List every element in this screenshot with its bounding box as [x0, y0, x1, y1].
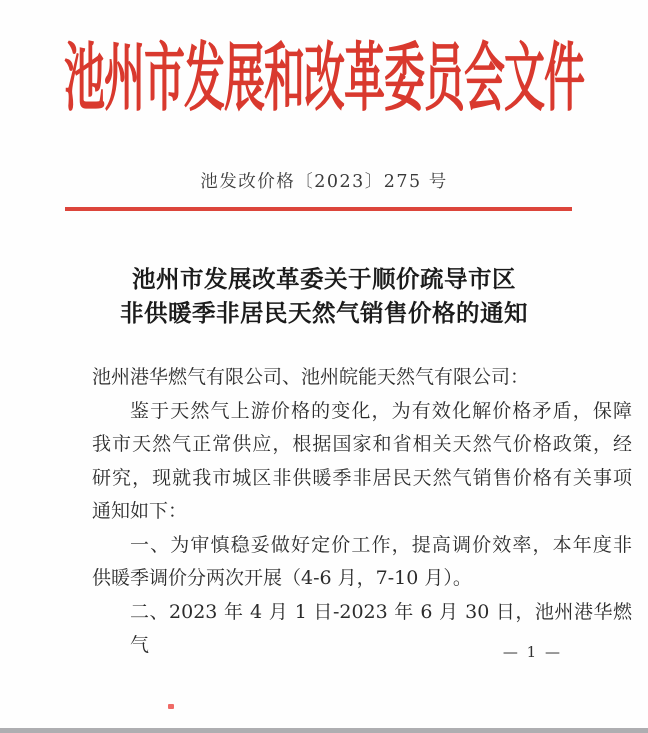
- body-text: [92, 361, 632, 663]
- notice-title-line-1: 池州市发展改革委关于顺价疏导市区: [132, 265, 516, 293]
- body-line: 研究，现就我市城区非供暖季非居民天然气销售价格有关事项: [92, 466, 632, 489]
- notice-title: [0, 262, 648, 330]
- scan-edge-bottom: [0, 728, 648, 733]
- body-line: 我市天然气正常供应，根据国家和省相关天然气价格政策，经: [92, 433, 632, 455]
- body-line: 供暖季调价分两次开展（4-6 月，7-10 月）。: [92, 567, 472, 589]
- red-header-title: 池州市发展和改革委员会文件: [64, 34, 584, 122]
- body-line: 池州港华燃气有限公司、池州皖能天然气有限公司：: [92, 366, 530, 388]
- red-separator-line: [65, 207, 572, 211]
- body-line: 通知如下：: [92, 500, 188, 522]
- notice-title-line-2: 非供暖季非居民天然气销售价格的通知: [120, 299, 528, 327]
- body-line: 一、为审慎稳妥做好定价工作，提高调价效率，本年度非: [130, 533, 632, 556]
- doc-number: 池发改价格〔2023〕275 号: [200, 172, 448, 192]
- page-number: — 1 —: [502, 643, 562, 661]
- body-line: 鉴于天然气上游价格的变化，为有效化解价格矛盾，保障: [130, 399, 632, 422]
- scan-artifact-speck: [168, 704, 174, 709]
- body-line: 二、2023 年 4 月 1 日-2023 年 6 月 30 日，池州港华燃气: [130, 600, 632, 656]
